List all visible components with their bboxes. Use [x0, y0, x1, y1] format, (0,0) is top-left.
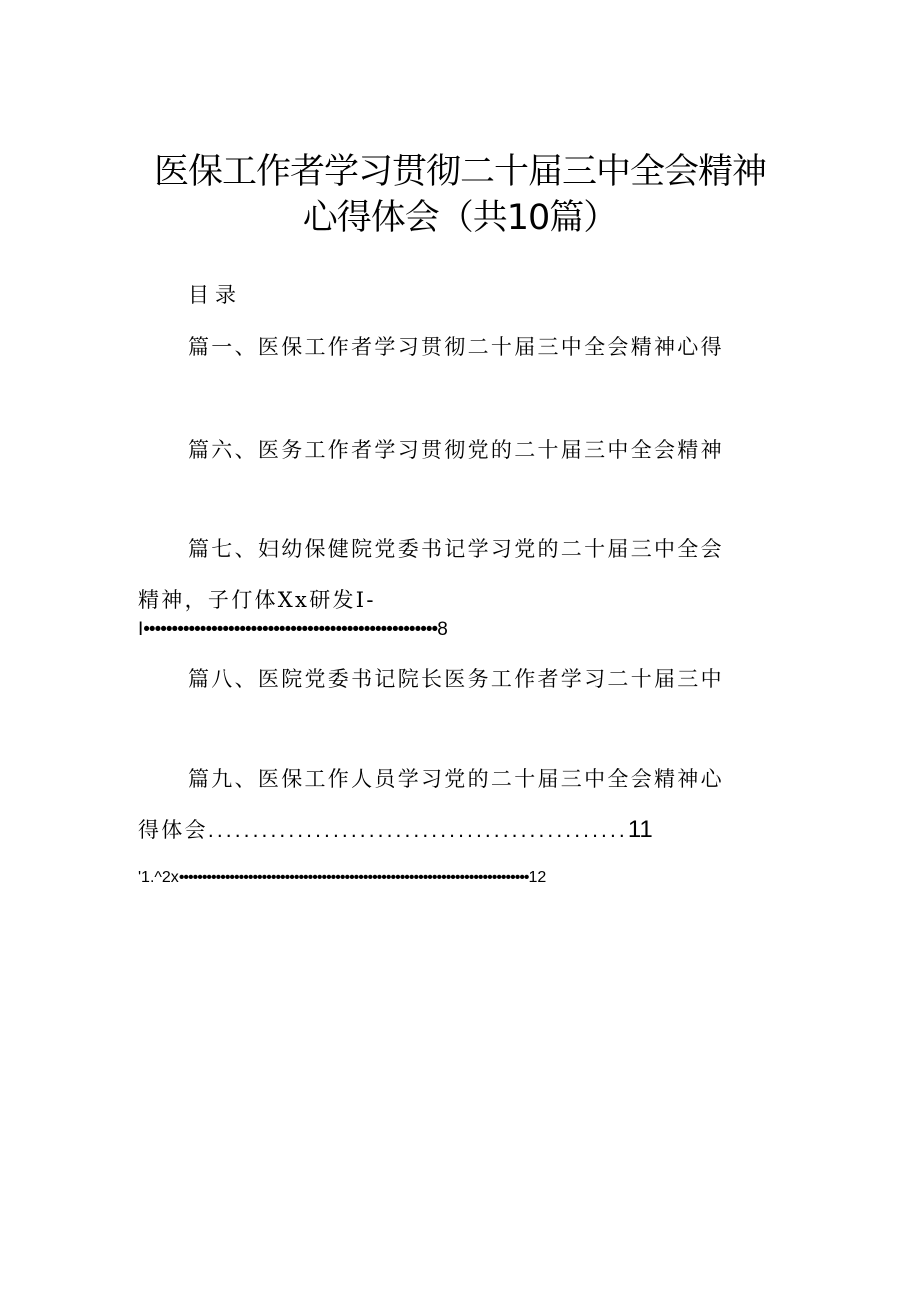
- toc-entry-6[interactable]: 篇六、医务工作者学习贯彻党的二十届三中全会精神: [188, 438, 724, 462]
- toc-entry-9-page-number: 11: [627, 816, 653, 843]
- toc-heading: 目录: [188, 283, 242, 307]
- toc-entry-7-line-2[interactable]: 精神，子仃体Xx研发I-: [138, 588, 376, 612]
- toc-entry-9-line-2[interactable]: [138, 816, 653, 845]
- toc-entry-10-page-number: 12: [528, 869, 547, 886]
- document-title-line-1: 医保工作者学习贯彻二十届三中全会精神: [153, 152, 766, 192]
- toc-entry-10-dot-leader: ••••••••••••••••••••••••••••••••••••••••••••••••••••••••••••••••••••••••••••: [178, 869, 529, 886]
- toc-entry-9-line-1[interactable]: 篇九、医保工作人员学习党的二十届三中全会精神心: [188, 767, 724, 791]
- toc-entry-7-page-number: 8: [437, 619, 448, 640]
- toc-entry-10-prefix: '1.^2x: [138, 869, 179, 886]
- toc-entry-1[interactable]: 篇一、医保工作者学习贯彻二十届三中全会精神心得: [188, 335, 724, 359]
- toc-entry-9-dot-leader: ...............................................: [207, 819, 628, 842]
- toc-entry-7-prefix: I: [138, 619, 144, 640]
- toc-entry-8[interactable]: 篇八、医院党委书记院长医务工作者学习二十届三中: [188, 667, 724, 691]
- toc-entry-7-line-3[interactable]: [138, 616, 448, 644]
- toc-entry-9-text: 得体会: [138, 818, 208, 842]
- toc-entry-10[interactable]: [138, 864, 546, 892]
- document-title-line-2: 心得体会（共10篇）: [302, 198, 618, 238]
- toc-entry-7-dot-leader: ••••••••••••••••••••••••••••••••••••••••••••••••••••: [143, 619, 438, 640]
- toc-entry-7-line-1[interactable]: 篇七、妇幼保健院党委书记学习党的二十届三中全会: [188, 537, 724, 561]
